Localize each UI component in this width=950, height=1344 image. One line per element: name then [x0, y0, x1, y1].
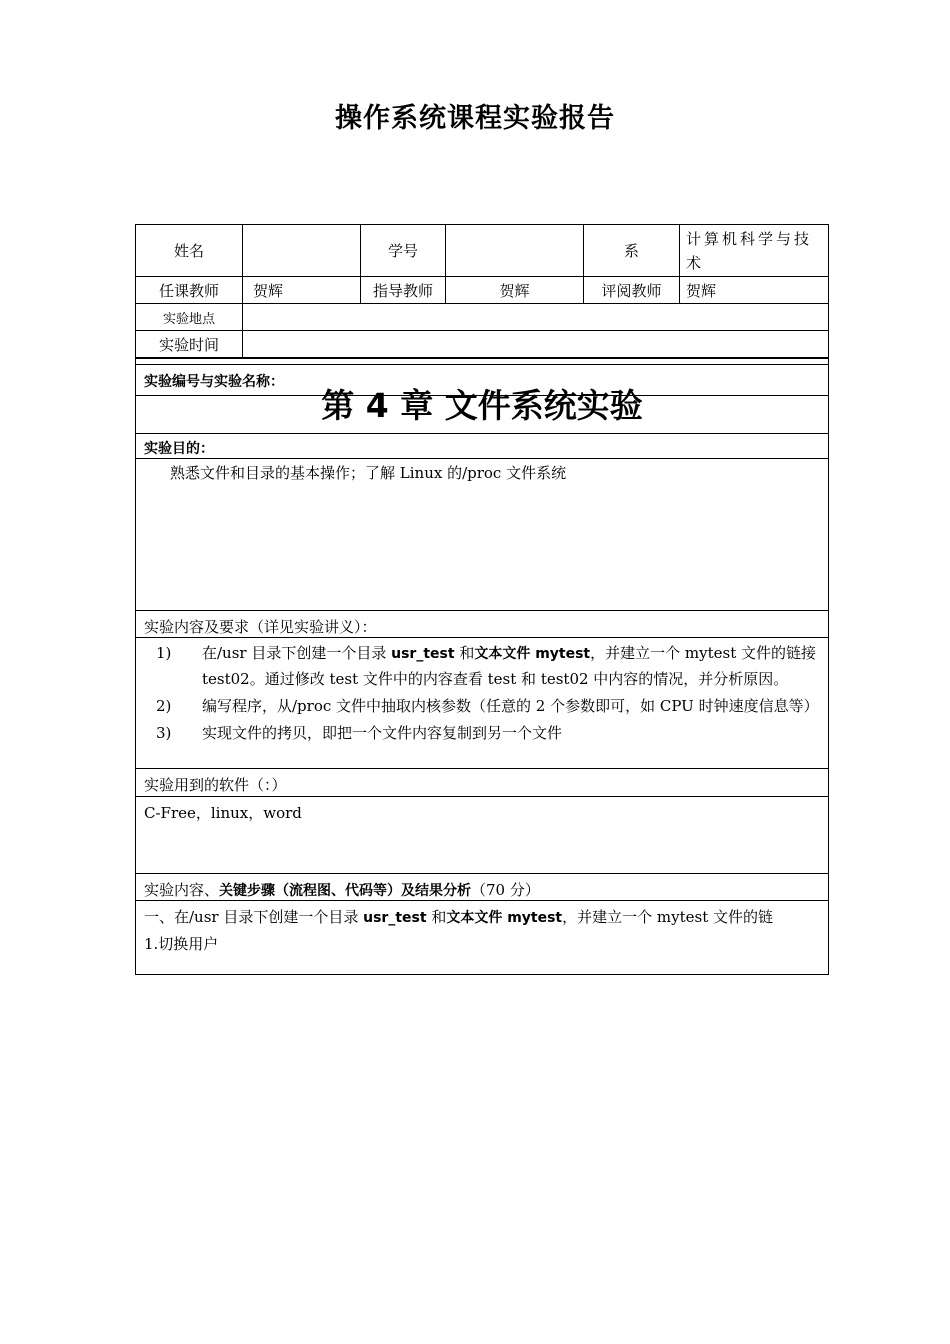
teacher-value: 贺辉 — [243, 277, 361, 303]
purpose-header — [136, 434, 828, 459]
software-row — [136, 797, 828, 874]
reviewer-label: 评阅教师 — [584, 277, 680, 303]
info-row-4 — [136, 331, 828, 359]
list-item-text: 实现文件的拷贝，即把一个文件内容复制到另一个文件 — [202, 724, 563, 742]
dept-value: 计算机科学与技术 — [686, 229, 813, 272]
content-label: 实验内容及要求（详见实验讲义）： — [144, 618, 377, 636]
list-item-number: 3) — [156, 724, 172, 742]
requirements-row — [136, 638, 828, 769]
info-row-2 — [136, 277, 828, 304]
info-row-3 — [136, 304, 828, 331]
steps-header — [136, 874, 828, 901]
time-label: 实验时间 — [136, 331, 243, 357]
experiment-name-label: 实验编号与实验名称： — [144, 374, 284, 390]
name-label: 姓名 — [136, 225, 243, 276]
name-value — [243, 225, 361, 276]
purpose-label: 实验目的： — [144, 441, 214, 457]
software-label: 实验用到的软件（：） — [144, 776, 287, 794]
step-1-substep: 1.切换用户 — [144, 935, 219, 953]
list-item-text: 在/usr 目录下创建一个目录 usr_test 和文本文件 mytest，并建立一个 mytest 文件的链接 test02。通过修改 test 文件中的内容查看 test 和 test02 中内容的情况，并分析原因。 — [202, 644, 817, 688]
software-header — [136, 769, 828, 797]
advisor-label: 指导教师 — [361, 277, 446, 303]
list-item — [156, 721, 820, 746]
list-item-number: 2) — [156, 697, 172, 715]
report-table — [135, 224, 829, 975]
steps-row — [136, 901, 828, 974]
student-id-value — [446, 225, 584, 276]
step-1-text: 一、在/usr 目录下创建一个目录 usr_test 和文本文件 mytest，并建立一个 mytest 文件的链 — [144, 908, 774, 926]
purpose-row — [136, 459, 828, 611]
list-item — [156, 641, 820, 692]
time-value — [243, 331, 827, 357]
content-header — [136, 611, 828, 638]
dept-label: 系 — [584, 225, 680, 276]
list-item-number: 1) — [156, 644, 172, 662]
location-label: 实验地点 — [136, 304, 243, 330]
info-row-1 — [136, 225, 828, 277]
experiment-name-row — [136, 384, 828, 434]
report-title: 操作系统课程实验报告 — [335, 103, 615, 134]
advisor-value: 贺辉 — [446, 277, 584, 303]
list-item-text: 编写程序，从/proc 文件中抽取内核参数（任意的 2 个参数即可，如 CPU 时钟速度信息等） — [202, 697, 819, 715]
list-item — [156, 694, 820, 719]
teacher-label: 任课教师 — [136, 277, 243, 303]
student-id-label: 学号 — [361, 225, 446, 276]
software-value: C-Free，linux，word — [144, 804, 302, 822]
steps-label: 实验内容、关键步骤（流程图、代码等）及结果分析（70 分） — [144, 881, 540, 899]
purpose-text: 熟悉文件和目录的基本操作；了解 Linux 的/proc 文件系统 — [170, 464, 567, 482]
requirements-list — [136, 638, 828, 746]
reviewer-value: 贺辉 — [686, 281, 717, 300]
location-value — [243, 304, 827, 330]
chapter-title: 第 4 章 文件系统实验 — [321, 386, 643, 425]
